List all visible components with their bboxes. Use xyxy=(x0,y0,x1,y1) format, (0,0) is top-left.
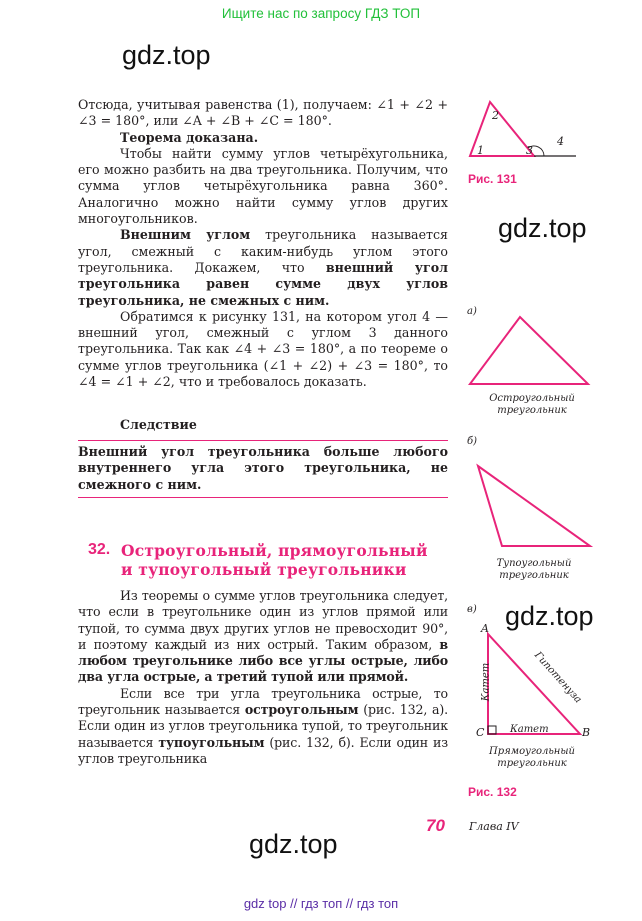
acute-triangle xyxy=(466,313,596,388)
text-column-top xyxy=(78,97,448,390)
watermark: gdz.top xyxy=(498,213,587,243)
obtuse-triangle xyxy=(466,462,596,557)
watermark: gdz.top xyxy=(122,40,211,70)
figure-132-caption: Рис. 132 xyxy=(468,785,517,799)
vertex-b: B xyxy=(582,726,591,739)
chapter-label: Глава IV xyxy=(469,820,519,833)
page-number: 70 xyxy=(426,816,445,835)
leg-label-horizontal: Катет xyxy=(510,724,549,735)
section-paragraph-1 xyxy=(78,588,448,686)
obtuse-triangle-shape xyxy=(478,466,590,546)
footer-links: gdz top // гдз топ // гдз топ xyxy=(243,896,399,911)
vertex-c: C xyxy=(476,726,485,739)
theorem-proved xyxy=(78,130,448,146)
watermark: gdz.top xyxy=(249,829,338,859)
section-paragraph-2-c: (рис. 132, б). Если один из углов треугольника xyxy=(78,734,449,766)
section-title-line2: и тупоугольный треугольники xyxy=(121,560,407,579)
right-caption: Прямоугольный треугольник xyxy=(489,746,575,769)
theorem-proved-text: Теорема доказана. xyxy=(120,129,259,145)
watermark: gdz.top xyxy=(505,601,594,631)
leg-label-vertical: Катет xyxy=(480,662,492,702)
exterior-angle-term: Внешним углом xyxy=(120,227,251,243)
section-paragraph-2-b: (рис. 132, а). Если один из углов треугольника тупой, то треугольник называется xyxy=(78,702,448,750)
section-paragraph-1-text: Из теоремы о сумме углов треугольника следует, что если в треугольнике один из углов прямой или тупой, то сумма двух других углов не превосходит 90°, и поэтому каждый из них острый. Таким образом, xyxy=(78,588,448,652)
corollary-box: Внешний угол треугольника больше любого внутреннего угла этого треугольника, не смежного с ним. xyxy=(78,440,448,498)
angle-label-2: 2 xyxy=(492,109,499,122)
section-title-line1: Остроугольный, прямоугольный xyxy=(121,541,428,560)
text-column-bottom xyxy=(78,588,448,767)
angle-label-1: 1 xyxy=(477,144,484,157)
obtuse-caption: Тупоугольный треугольник xyxy=(496,558,572,581)
quadrilateral-paragraph: Чтобы найти сумму углов четырёхугольника, его можно разбить на два треугольника. Получим, что сумма углов четырёхугольника равна 360°. Аналогично можно найти сумму углов других многоугольников. xyxy=(78,145,448,227)
figure-v-label: в) xyxy=(467,604,477,615)
section-paragraph-2 xyxy=(78,686,448,767)
figure-a-label: а) xyxy=(467,306,477,317)
section-number: 32. xyxy=(88,541,111,558)
section-title xyxy=(121,541,428,579)
figure-b-label: б) xyxy=(467,436,478,447)
figure-reference-paragraph: Обратимся к рисунку 131, на котором угол 4 — внешний угол, смежный с углом 3 данного треугольника. Так как ∠4 + ∠3 = 180°, а по теореме о сумме углов треугольника (∠1 + ∠2) + ∠3 = 180°, то ∠4 = ∠1 + ∠2, что и требовалось доказать. xyxy=(78,308,448,390)
right-angle-mark xyxy=(488,726,496,734)
exterior-angle-paragraph xyxy=(78,227,448,308)
section-paragraph-2-a: Если все три угла треугольника острые, то треугольник называется xyxy=(78,685,448,718)
angle-label-4: 4 xyxy=(557,135,564,148)
acute-caption: Остроугольный треугольник xyxy=(489,393,575,416)
section-paragraph-1-bold: в любом треугольнике либо все углы острые, либо два угла острые, а третий тупой или прямой. xyxy=(78,636,448,685)
intro-paragraph: Отсюда, учитывая равенства (1), получаем: ∠1 + ∠2 + ∠3 = 180°, или ∠A + ∠B + ∠C = 180°. xyxy=(78,97,448,129)
top-banner: Ищите нас по запросу ГДЗ ТОП xyxy=(221,6,421,21)
figure-131-caption: Рис. 131 xyxy=(468,172,517,186)
acute-triangle-shape xyxy=(470,317,588,384)
vertex-a: A xyxy=(481,622,489,635)
hypotenuse-label: Гипотенуза xyxy=(531,649,584,706)
acute-term: остроугольным xyxy=(244,702,359,718)
exterior-angle-claim: внешний угол треугольника равен сумме двух углов треугольника, не смежных с ним. xyxy=(78,259,448,308)
corollary-title: Следствие xyxy=(120,417,197,432)
obtuse-term: тупоугольным xyxy=(158,734,265,750)
exterior-angle-definition: треугольника называется угол, смежный с каким-нибудь углом этого треугольника. Докажем, что xyxy=(78,227,448,275)
angle-label-3: 3 xyxy=(526,144,533,157)
